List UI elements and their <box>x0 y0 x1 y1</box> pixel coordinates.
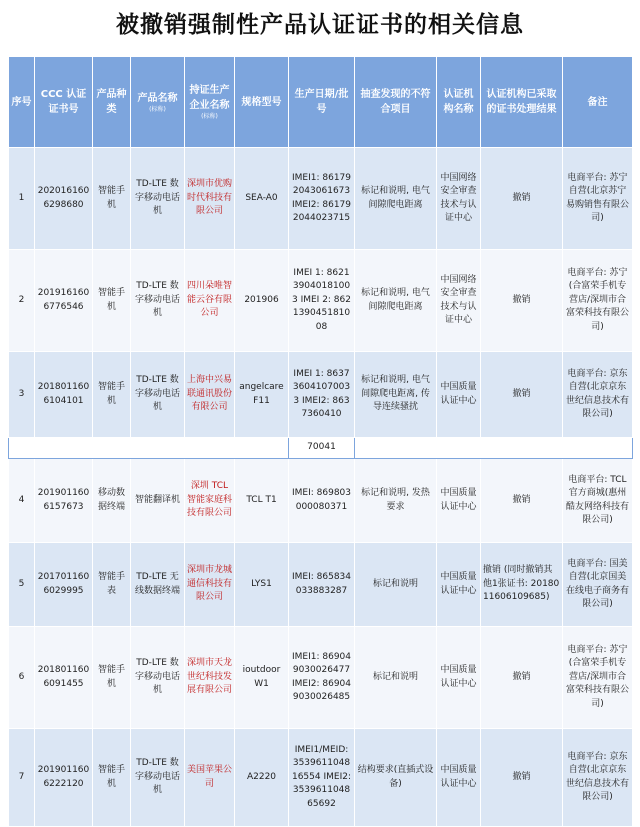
cell-holder: 美国苹果公司 <box>185 729 235 827</box>
table-header-row <box>9 57 633 148</box>
cell-remark: 电商平台: 国美自营(北京国美在线电子商务有限公司) <box>563 543 633 627</box>
page-title: 被撤销强制性产品认证证书的相关信息 <box>116 12 524 38</box>
header-cert-no: CCC 认证证书号 <box>35 57 93 148</box>
revoked-certificates-table <box>8 56 633 827</box>
split-spacer <box>9 438 289 459</box>
cell-result: 撤销 <box>481 250 563 352</box>
cell-date: IMEI 1: 863736041070033 IMEI2: 8637360410 <box>289 352 355 438</box>
cell-remark: 电商平台: 京东自营(北京京东世纪信息技术有限公司) <box>563 352 633 438</box>
cell-cert-no: 2019161606776546 <box>35 250 93 352</box>
header-issue: 抽查发现的不符合项目 <box>355 57 437 148</box>
cell-issue: 标记和说明, 电气间隙爬电距离 <box>355 148 437 250</box>
cell-result: 撤销 (同时撤销其他1张证书: 2018011606109685) <box>481 543 563 627</box>
cell-result: 撤销 <box>481 148 563 250</box>
table-row <box>9 543 633 627</box>
cell-model: A2220 <box>235 729 289 827</box>
cell-name: TD-LTE 数字移动电话机 <box>131 729 185 827</box>
cell-seq: 4 <box>9 459 35 543</box>
cell-name: TD-LTE 数字移动电话机 <box>131 250 185 352</box>
cell-cert-no: 2019011606222120 <box>35 729 93 827</box>
cell-name: 智能翻译机 <box>131 459 185 543</box>
cell-date: IMEI1: 861792043061673 IMEI2: 861792044023715 <box>289 148 355 250</box>
cell-cert-no: 2017011606029995 <box>35 543 93 627</box>
cell-holder: 深圳 TCL 智能家庭科技有限公司 <box>185 459 235 543</box>
cell-seq: 2 <box>9 250 35 352</box>
cell-model: SEA-A0 <box>235 148 289 250</box>
cell-holder: 深圳市龙城通信科技有限公司 <box>185 543 235 627</box>
cell-holder: 四川朵唯智能云谷有限公司 <box>185 250 235 352</box>
cell-model: ioutdoor W1 <box>235 627 289 729</box>
cell-seq: 6 <box>9 627 35 729</box>
cell-remark: 电商平台: 苏宁(合富荣手机专营店/深圳市合富荣科技有限公司) <box>563 627 633 729</box>
table-row <box>9 250 633 352</box>
cell-holder: 深圳市天龙世纪科技发展有限公司 <box>185 627 235 729</box>
cell-result: 撤销 <box>481 459 563 543</box>
cell-model: LYS1 <box>235 543 289 627</box>
cell-type: 移动数据终端 <box>93 459 131 543</box>
cell-issue: 标记和说明 <box>355 627 437 729</box>
header-holder <box>185 57 235 148</box>
cell-type: 智能手机 <box>93 352 131 438</box>
cell-model: 201906 <box>235 250 289 352</box>
cell-cert-no: 2019011606157673 <box>35 459 93 543</box>
table-row <box>9 459 633 543</box>
cell-seq: 1 <box>9 148 35 250</box>
cell-body: 中国质量认证中心 <box>437 729 481 827</box>
cell-issue: 标记和说明, 电气间隙爬电距离 <box>355 250 437 352</box>
cell-cert-no: 2018011606091455 <box>35 627 93 729</box>
cell-model: angelcare F11 <box>235 352 289 438</box>
cell-name: TD-LTE 无线数据终端 <box>131 543 185 627</box>
cell-cert-no: 2020161606298680 <box>35 148 93 250</box>
cell-remark: 电商平台: 苏宁自营(北京苏宁易购销售有限公司) <box>563 148 633 250</box>
cell-remark: 电商平台: 京东自营(北京京东世纪信息技术有限公司) <box>563 729 633 827</box>
cell-date: IMEI1: 869049030026477 IMEI2: 869049030026485 <box>289 627 355 729</box>
table-row <box>9 729 633 827</box>
cell-remark: 电商平台: 苏宁(合富荣手机专营店/深圳市合富荣科技有限公司) <box>563 250 633 352</box>
cell-seq: 5 <box>9 543 35 627</box>
cell-date: IMEI1/MEID: 353961104816554 IMEI2: 353961104865692 <box>289 729 355 827</box>
page-break-row <box>9 438 633 459</box>
cell-name: TD-LTE 数字移动电话机 <box>131 148 185 250</box>
cell-cert-no: 2018011606104101 <box>35 352 93 438</box>
cell-issue: 标记和说明, 电气间隙爬电距离, 传导连续骚扰 <box>355 352 437 438</box>
header-holder-note: (标称) <box>201 113 218 121</box>
cell-body: 中国质量认证中心 <box>437 459 481 543</box>
cell-body: 中国网络安全审查技术与认证中心 <box>437 148 481 250</box>
header-body: 认证机构名称 <box>437 57 481 148</box>
cell-body: 中国质量认证中心 <box>437 352 481 438</box>
cell-name: TD-LTE 数字移动电话机 <box>131 352 185 438</box>
cell-type: 智能手机 <box>93 148 131 250</box>
cell-date: IMEI: 865834033883287 <box>289 543 355 627</box>
header-holder-label: 持证生产企业名称 <box>189 85 230 112</box>
split-spacer-right <box>355 438 633 459</box>
cell-body: 中国网络安全审查技术与认证中心 <box>437 250 481 352</box>
header-model: 规格型号 <box>235 57 289 148</box>
cell-seq: 3 <box>9 352 35 438</box>
header-type: 产品种类 <box>93 57 131 148</box>
header-name-label: 产品名称 <box>137 92 178 104</box>
table-row <box>9 627 633 729</box>
cell-holder: 上海中兴易联通讯股份有限公司 <box>185 352 235 438</box>
cell-date: IMEI: 869803000080371 <box>289 459 355 543</box>
header-date: 生产日期/批号 <box>289 57 355 148</box>
cell-result: 撤销 <box>481 729 563 827</box>
cell-type: 智能手表 <box>93 543 131 627</box>
header-name <box>131 57 185 148</box>
header-result: 认证机构已采取的证书处理结果 <box>481 57 563 148</box>
cell-date-continued: 70041 <box>289 438 355 459</box>
cell-issue: 标记和说明 <box>355 543 437 627</box>
cell-issue: 结构要求(直插式设备) <box>355 729 437 827</box>
cell-remark: 电商平台: TCL 官方商城(惠州酷友网络科技有限公司) <box>563 459 633 543</box>
header-seq: 序号 <box>9 57 35 148</box>
cell-result: 撤销 <box>481 352 563 438</box>
cell-issue: 标记和说明, 发热要求 <box>355 459 437 543</box>
table-row <box>9 148 633 250</box>
header-remark: 备注 <box>563 57 633 148</box>
header-name-note: (标称) <box>149 105 166 113</box>
cell-seq: 7 <box>9 729 35 827</box>
cell-body: 中国质量认证中心 <box>437 543 481 627</box>
cell-name: TD-LTE 数字移动电话机 <box>131 627 185 729</box>
table-row <box>9 352 633 438</box>
cell-type: 智能手机 <box>93 627 131 729</box>
cell-result: 撤销 <box>481 627 563 729</box>
cell-type: 智能手机 <box>93 729 131 827</box>
cell-body: 中国质量认证中心 <box>437 627 481 729</box>
cell-holder: 深圳市优购时代科技有限公司 <box>185 148 235 250</box>
cell-model: TCL T1 <box>235 459 289 543</box>
cell-date: IMEI 1: 862139040181003 IMEI 2: 862139045181008 <box>289 250 355 352</box>
cell-type: 智能手机 <box>93 250 131 352</box>
